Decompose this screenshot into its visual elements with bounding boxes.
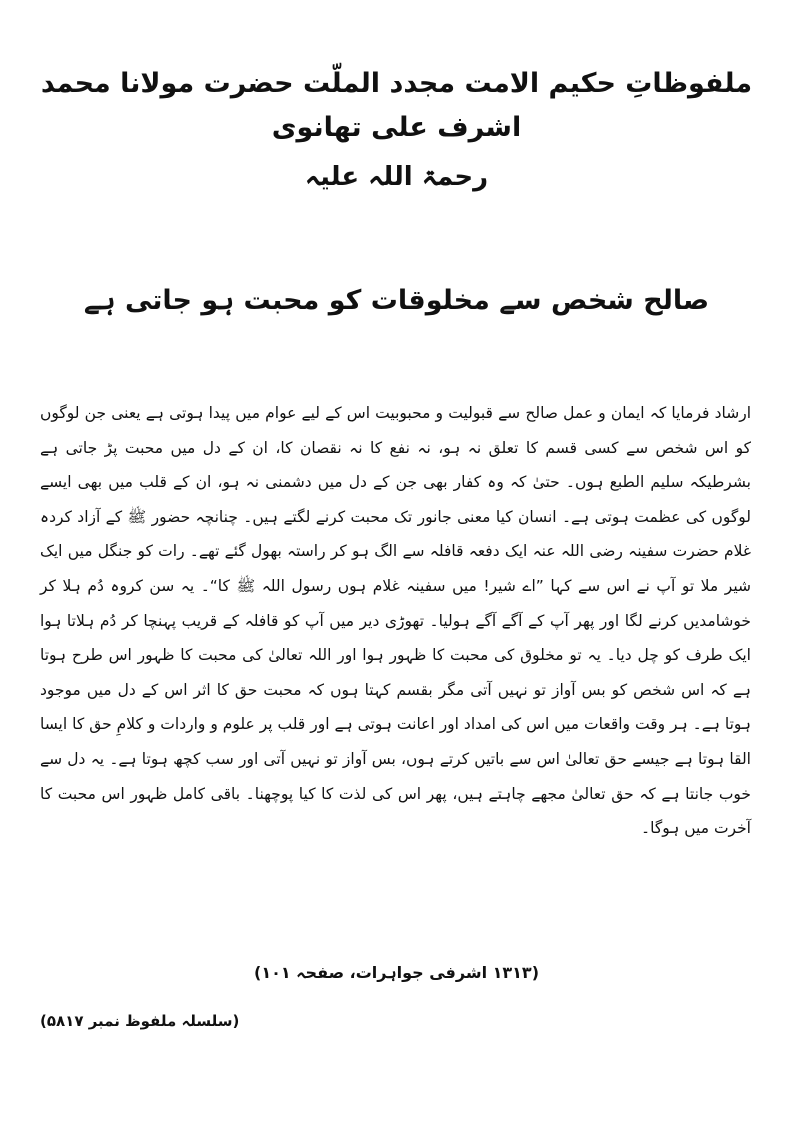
body-paragraph: ارشاد فرمایا کہ ایمان و عمل صالح سے قبولیت و محبوبیت اس کے لیے عوام میں پیدا ہوتی ہے یعنی جن لوگوں کو اس شخص سے کسی قسم کا تعلق نہ ہو، نہ نفع کا نہ نقصان کا، ان کے دل میں محبت پڑ جاتی ہے بشرطیکہ سلیم الطبع ہوں۔ حتیٰ کہ وہ کفار بھی جن کے دل میں دشمنی نہ ہو، ان کے قلب میں بھی ایسے لوگوں کی عظمت ہوتی ہے۔ انسان کیا معنی جانور تک محبت کرنے لگتے ہیں۔ چنانچہ حضور ﷺ کے آزاد کردہ غلام حضرت سفینہ رضی اللہ عنہ ایک دفعہ قافلہ سے الگ ہو کر راستہ بھول گئے تھے۔ رات کو جنگل میں ایک شیر ملا تو آپ نے اس سے کہا ”اے شیر! میں سفینہ غلام ہوں رسول اللہ ﷺ کا“۔ یہ سن کروہ دُم ہلا کر خوشامدیں کرنے لگا اور پھر آپ کے آگے آگے ہولیا۔ تھوڑی دیر میں آپ کو قافلہ کے قریب پہنچا کر دُم ہلاتا ہوا ایک طرف کو چل دیا۔ یہ تو مخلوق کی محبت کا ظہور ہوا اور اللہ تعالیٰ کی محبت کا ظہور اس طرح ہوتا ہے کہ اس شخص کو بس آواز تو نہیں آتی مگر بقسم کہتا ہوں کہ محبت حق کا اثر اس کے دل میں موجود ہوتا ہے۔ ہر وقت واقعات میں اس کی امداد اور اعانت ہوتی ہے اور قلب پر علوم و واردات و کلامِ حق کا ایسا القا ہوتا ہے جیسے حق تعالیٰ اس سے باتیں کرتے ہوں، بس آواز تو نہیں آتی اور سب کچھ ہوتا ہے۔ یہ دل سے خوب جانتا ہے کہ حق تعالیٰ مجھے چاہتے ہیں، پھر اس کی لذت کا کیا پوچھنا۔ باقی کامل ظہور اس محبت کا آخرت میں ہوگا۔: [40, 404, 751, 838]
document-subtitle: صالح شخص سے مخلوقات کو محبت ہو جاتی ہے: [83, 285, 710, 316]
source-reference: (۱۳۱۳ اشرفی جواہرات، صفحہ ۱۰۱): [254, 963, 539, 982]
title-honorific: رحمۃ اللہ علیہ: [304, 162, 489, 192]
document-title: ملفوظاتِ حکیم الامت مجدد الملّت حضرت مولانا محمد اشرف علی تھانوی: [40, 68, 753, 143]
series-number: (سلسلہ ملفوظ نمبر ۵۸۱۷): [40, 1012, 240, 1030]
